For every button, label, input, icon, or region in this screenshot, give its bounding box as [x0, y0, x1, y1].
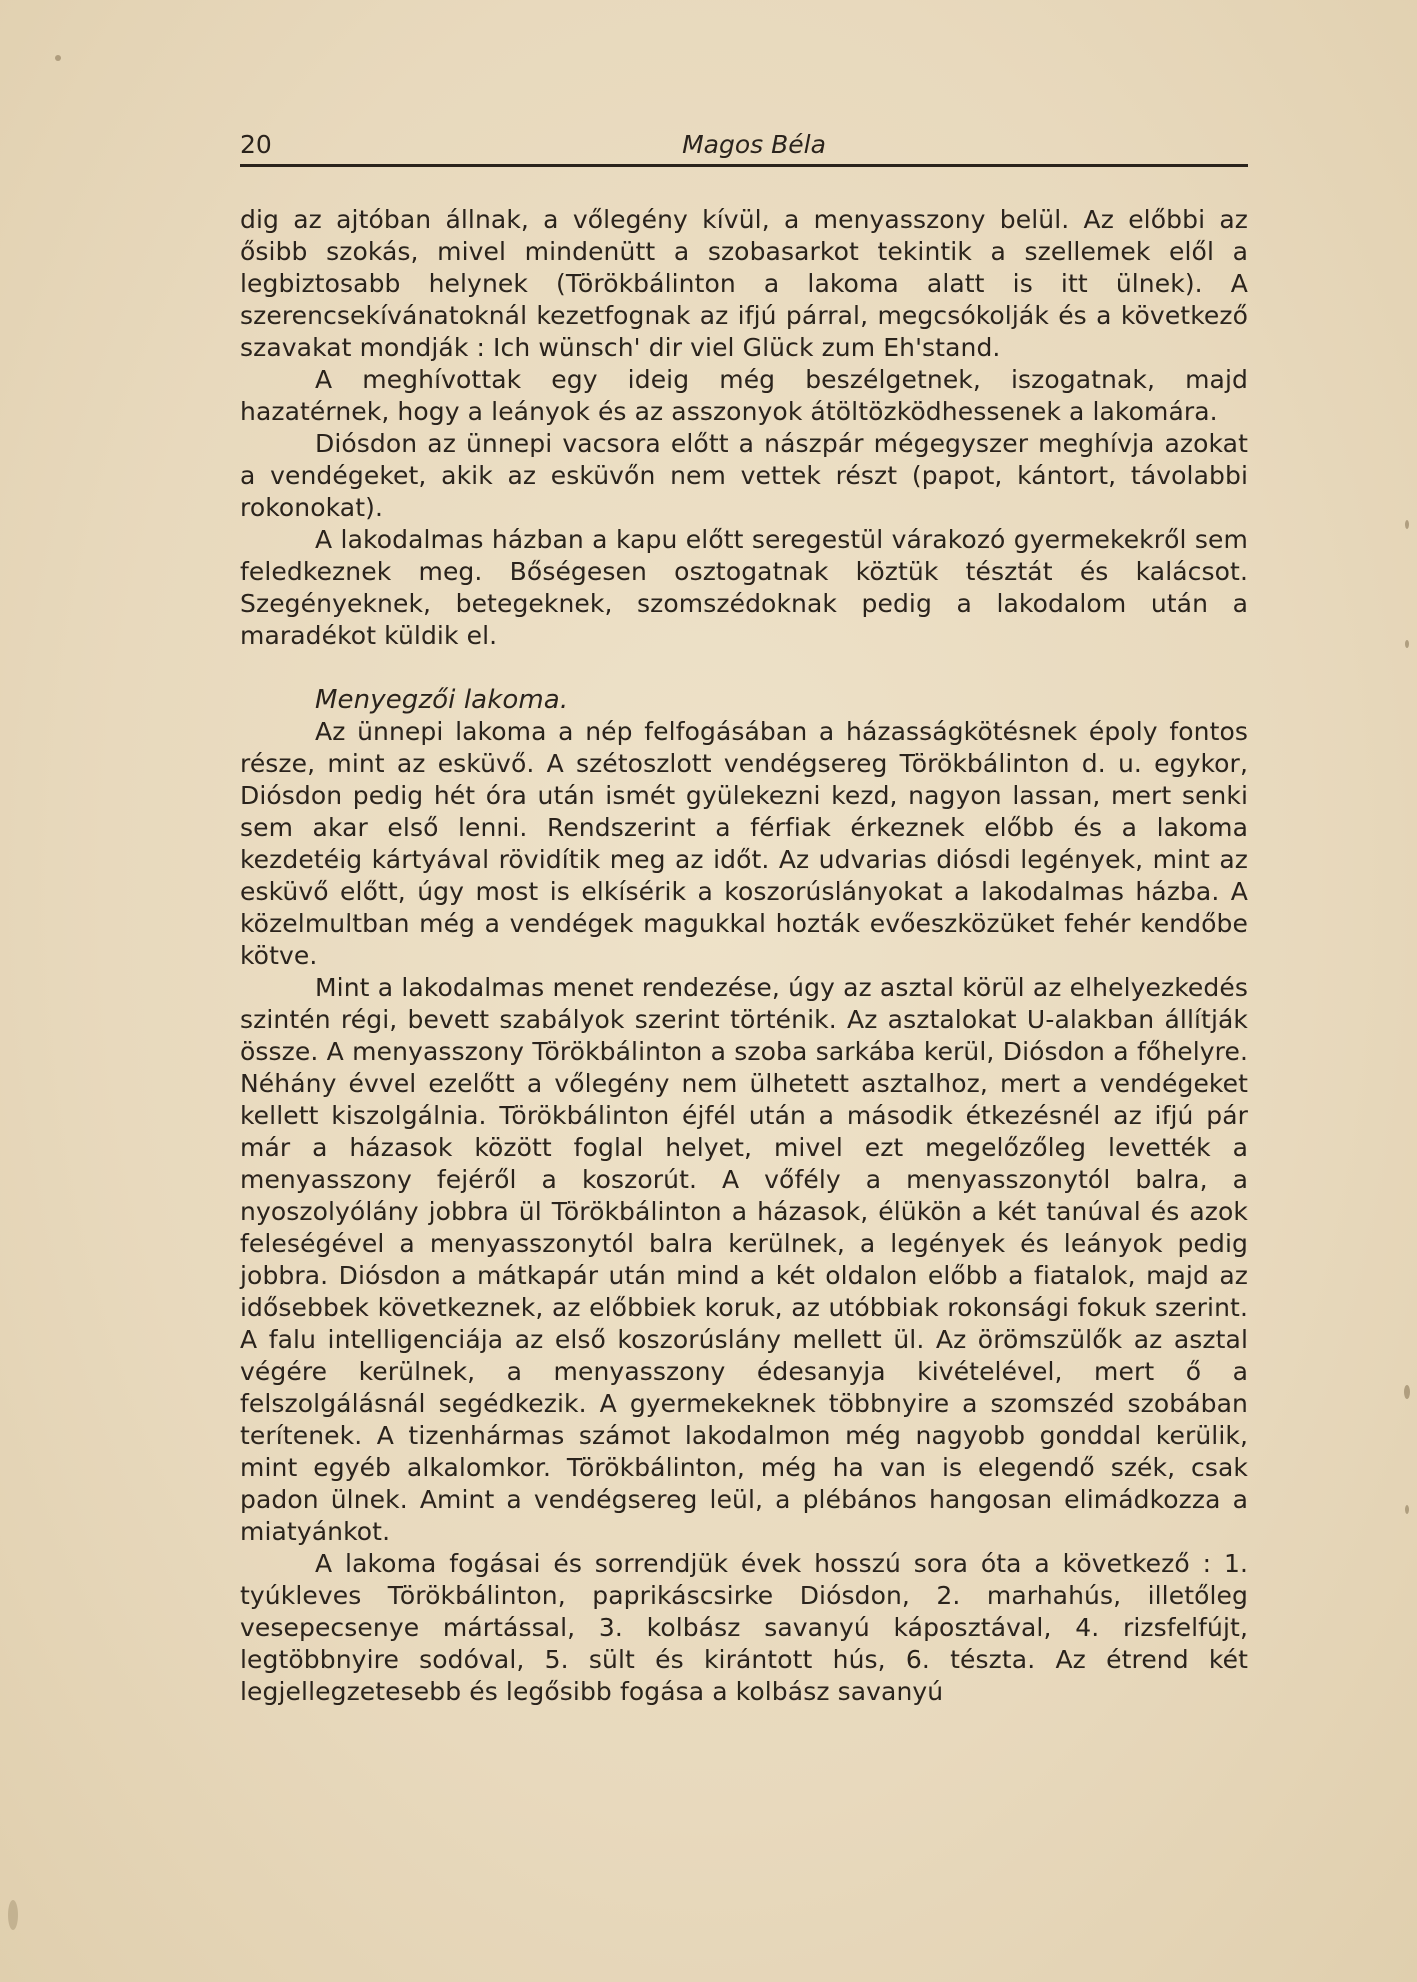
page-number: 20 — [240, 130, 272, 159]
paragraph: dig az ajtóban állnak, a vőlegény kívül, a menyasszony belül. Az előbbi az ősibb szokás, mivel mindenütt a szobasarkot tekintik a szellemek elől a legbiztosabb helynek (Törökbálinton a lakoma alatt is itt ülnek). A szerencsekívánatoknál kezetfognak az ifjú párral, megcsókolják és a következő szavakat mondják : Ich wünsch' dir viel Glück zum Eh'stand. — [240, 205, 1248, 362]
paper-speck — [1404, 1385, 1410, 1399]
paper-speck — [1405, 1505, 1409, 1514]
paragraph: Az ünnepi lakoma a nép felfogásában a házasságkötésnek époly fontos része, mint az esküvő. A szétoszlott vendégsereg Törökbálinton d. u. egykor, Diósdon pedig hét óra után ismét gyülekezni kezd, nagyon lassan, mert senki sem akar első lenni. Rendszerint a férfiak érkeznek előbb és a lakoma kezdetéig kártyával rövidítik meg az időt. Az udvarias diósdi legények, mint az esküvő előtt, úgy most is elkísérik a koszorúslányokat a lakodalmas házba. A közelmultban még a vendégek magukkal hozták evőeszközüket fehér kendőbe kötve. — [240, 717, 1248, 970]
paragraph: A lakodalmas házban a kapu előtt seregestül várakozó gyermekekről sem feledkeznek meg. Bőségesen osztogatnak köztük tésztát és kalácsot. Szegényeknek, betegeknek, szomszédoknak pedig a lakodalom után a maradékot küldik el. — [240, 525, 1248, 650]
section-title: Menyegzői lakoma. — [315, 685, 569, 715]
paragraph: Mint a lakodalmas menet rendezése, úgy az asztal körül az elhelyezkedés szintén régi, bevett szabályok szerint történik. Az asztalokat U-alakban állítják össze. A menyasszony Törökbálinton a szoba sarkába kerül, Diósdon a főhelyre. Néhány évvel ezelőtt a vőlegény nem ülhetett asztalhoz, mert a vendégeket kellett kiszolgálnia. Törökbálinton éjfél után a második étkezésnél az ifjú pár már a házasok között foglal helyet, mivel ezt megelőzőleg levették a menyasszony fejéről a koszorút. A vőfély a menyasszonytól balra, a nyoszolyólány jobbra ül Törökbálinton a házasok, élükön a két tanúval és azok feleségével a menyasszonytól balra kerülnek, a legények és leányok pedig jobbra. Diósdon a mátkapár után mind a két oldalon előbb a fiatalok, majd az idősebbek következnek, az előbbiek koruk, az utóbbiak rokonsági fokuk szerint. A falu intelligenciája az első koszorúslány mellett ül. Az örömszülők az asztal végére kerülnek, a menyasszony édesanyja kivételével, mert ő a felszolgálásnál segédkezik. A gyermekeknek többnyire a szomszéd szobában terítenek. A tizenhármas számot lakodalmon még nagyobb gonddal kerülik, mint egyéb alkalomkor. Törökbálinton, még ha van is elegendő szék, csak padon ülnek. Amint a vendégsereg leül, a plébános hangosan elimádkozza a miatyánkot. — [240, 973, 1248, 1546]
body-text — [240, 204, 1248, 1708]
paragraph: A meghívottak egy ideig még beszélgetnek, iszogatnak, majd hazatérnek, hogy a leányok és az asszonyok átöltözködhessenek a lakomára. — [240, 365, 1248, 426]
paragraph: Diósdon az ünnepi vacsora előtt a nászpár mégegyszer meghívja azokat a vendégeket, akik az esküvőn nem vettek részt (papot, kántort, távolabbi rokonokat). — [240, 429, 1248, 522]
page-header — [240, 128, 1248, 162]
paper-speck — [1405, 640, 1409, 648]
paper-speck — [55, 55, 61, 61]
paragraph: A lakoma fogásai és sorrendjük évek hosszú sora óta a következő : 1. tyúkleves Törökbálinton, paprikáscsirke Diósdon, 2. marhahús, illetőleg vesepecsenye mártással, 3. kolbász savanyú káposztával, 4. rizsfelfújt, legtöbbnyire sodóval, 5. sült és kirántott hús, 6. tészta. Az étrend két legjellegzetesebb és legősibb fogása a kolbász savanyú — [240, 1549, 1248, 1706]
paper-speck — [8, 1900, 18, 1930]
running-head: Magos Béla — [682, 130, 826, 159]
paper-speck — [1405, 520, 1409, 529]
header-rule — [240, 164, 1248, 167]
